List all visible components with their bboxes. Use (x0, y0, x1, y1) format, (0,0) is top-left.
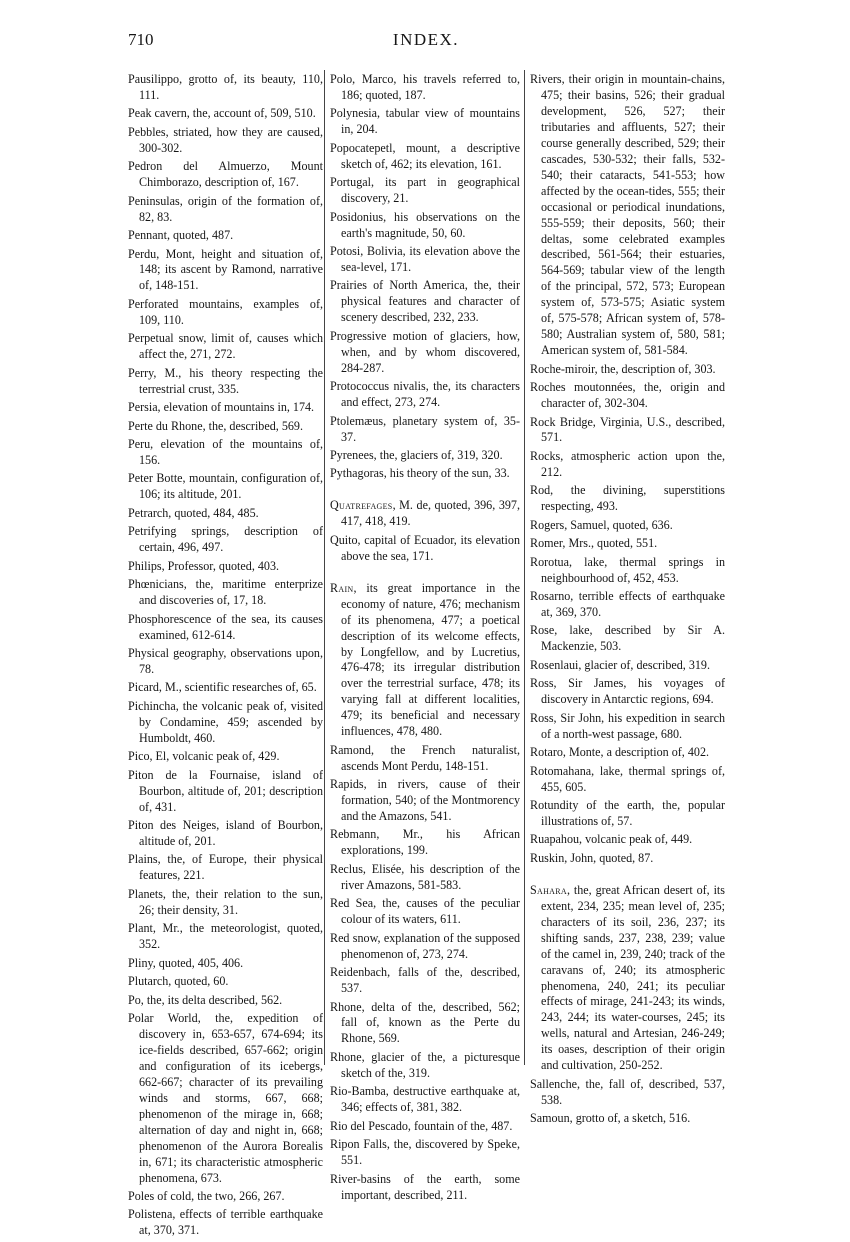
index-entry-text: Roches moutonnées, the, origin and character of, 302-304. (530, 380, 725, 411)
index-entry (128, 419, 323, 435)
index-entry (330, 498, 520, 530)
index-entry-text: Pichincha, the volcanic peak of, visited by Condamine, 459; ascended by Humboldt, 460. (128, 698, 323, 745)
index-entry (128, 159, 323, 191)
index-entry-text: Piton des Neiges, island of Bourbon, altitude of, 201. (128, 817, 323, 848)
index-entry (128, 366, 323, 398)
index-entry (530, 72, 725, 359)
index-entry (330, 896, 520, 928)
index-entry (128, 749, 323, 765)
index-entry-text: Rosenlaui, glacier of, described, 319. (530, 657, 711, 672)
index-entry (530, 1111, 725, 1127)
index-entry-text: Plains, the, of Europe, their physical features, 221. (128, 852, 323, 883)
index-columns (0, 72, 850, 1238)
index-entry (530, 764, 725, 796)
index-entry (530, 851, 725, 867)
index-entry-text: Protococcus nivalis, the, its characters and effect, 273, 274. (330, 379, 520, 410)
index-column-2 (330, 72, 520, 1206)
index-entry (330, 1000, 520, 1048)
index-entry (330, 1119, 520, 1135)
index-entry (330, 1050, 520, 1082)
running-title: INDEX. (392, 30, 460, 49)
index-entry (330, 581, 520, 741)
index-entry (330, 466, 520, 482)
index-entry (128, 1011, 323, 1186)
index-entry (128, 106, 323, 122)
index-entry-text: Popocatepetl, mount, a descriptive sketch of, 462; its elevation, 161. (330, 140, 520, 171)
index-entry (330, 777, 520, 825)
index-entry (330, 175, 520, 207)
index-entry (128, 1189, 323, 1205)
index-entry-text: Philips, Professor, quoted, 403. (128, 558, 280, 573)
index-entry (330, 72, 520, 104)
index-entry (330, 931, 520, 963)
index-entry-text: Rotundity of the earth, the, popular illustrations of, 57. (530, 797, 725, 828)
index-entry (128, 612, 323, 644)
index-entry-text: Pausilippo, grotto of, its beauty, 110, 111. (128, 72, 323, 102)
index-entry-text: Ross, Sir James, his voyages of discovery in Antarctic regions, 694. (530, 676, 725, 707)
index-entry (128, 577, 323, 609)
index-entry (128, 331, 323, 363)
index-entry-text: Rivers, their origin in mountain-chains, 475; their basins, 526; their gradual development, 526, 527; their tributaries and affluents, 527; their course generally described, 529; their cascades, 530-532; their falls, 532-540; their cataracts, 541-553; how affected by the ocean-tides, 555; their occasional or periodical inundations, 555-559; their deposits, 560; their deltas, some celebrated examples described, 561-564; their estuaries, 564-569; tabular view of the length of the principal, 572, 573; European system of, 573-575; Asiatic system of, 575-578; African system of, 578-580; Australian system of, 580, 581; American system of, 581-584. (530, 72, 725, 358)
index-entry-text: Roche-miroir, the, description of, 303. (530, 361, 716, 376)
index-entry-text: Reidenbach, falls of the, described, 537. (330, 965, 520, 996)
index-entry (128, 768, 323, 816)
index-entry-text: Persia, elevation of mountains in, 174. (128, 400, 315, 415)
index-entry (530, 883, 725, 1074)
index-entry (128, 72, 323, 104)
index-entry (128, 559, 323, 575)
index-entry-text: Rio del Pescado, fountain of the, 487. (330, 1118, 513, 1133)
index-entry-text: Phosphorescence of the sea, its causes examined, 612-614. (128, 611, 323, 642)
index-entry-text: Rorotua, lake, thermal springs in neighbourhood of, 452, 453. (530, 554, 725, 585)
index-entry-text: Progressive motion of glaciers, how, when, and by whom discovered, 284-287. (330, 328, 520, 375)
index-entry-text: Ruapahou, volcanic peak of, 449. (530, 832, 693, 847)
index-entry-text: Pedron del Almuerzo, Mount Chimborazo, description of, 167. (128, 159, 323, 190)
index-entry-text: Pebbles, striated, how they are caused, 300-302. (128, 124, 323, 155)
index-entry-text: Physical geography, observations upon, 78. (128, 645, 323, 676)
index-entry (530, 483, 725, 515)
index-entry-text: Romer, Mrs., quoted, 551. (530, 536, 658, 551)
index-entry (330, 329, 520, 377)
index-entry (330, 106, 520, 138)
index-entry (330, 141, 520, 173)
index-entry (330, 414, 520, 446)
index-entry (330, 743, 520, 775)
index-entry-text: Polistena, effects of terrible earthquake at, 370, 371. (128, 1207, 323, 1238)
index-entry-text: Pliny, quoted, 405, 406. (128, 955, 244, 970)
index-entry-text: Rotaro, Monte, a description of, 402. (530, 745, 710, 760)
index-entry (530, 745, 725, 761)
index-entry-text: Ripon Falls, the, discovered by Speke, 551. (330, 1137, 520, 1168)
index-entry (530, 518, 725, 534)
index-entry-text: Perpetual snow, limit of, causes which affect the, 271, 272. (128, 331, 323, 362)
index-entry-text: Prairies of North America, the, their physical features and character of scenery described, 232, 233. (330, 278, 520, 325)
index-entry-text: Quito, capital of Ecuador, its elevation above the sea, 171. (330, 532, 520, 563)
index-entry-text: Peter Botte, mountain, configuration of, 106; its altitude, 201. (128, 471, 323, 502)
index-entry-text: Rapids, in rivers, cause of their formation, 540; of the Montmorency and the Amazons, 541. (330, 777, 520, 824)
index-entry-text: Poles of cold, the two, 266, 267. (128, 1188, 285, 1203)
index-entry (128, 1207, 323, 1239)
index-entry (128, 400, 323, 416)
index-entry-text: Plutarch, quoted, 60. (128, 974, 229, 989)
index-entry (330, 448, 520, 464)
index-entry (128, 993, 323, 1009)
index-entry (330, 210, 520, 242)
index-entry-text: Plant, Mr., the meteorologist, quoted, 352. (128, 921, 323, 952)
index-entry (128, 247, 323, 295)
index-entry-text: Pico, El, volcanic peak of, 429. (128, 749, 280, 764)
index-entry (530, 362, 725, 378)
index-entry (128, 974, 323, 990)
index-entry (530, 555, 725, 587)
index-entry-text: , M. de, quoted, 396, 397, 417, 418, 419. (341, 498, 520, 529)
index-entry (330, 827, 520, 859)
index-entry-text: Pyrenees, the, glaciers of, 319, 320. (330, 447, 503, 462)
index-entry (330, 965, 520, 997)
index-entry (530, 380, 725, 412)
index-entry-text: Piton de la Fournaise, island of Bourbon, altitude of, 201; description of, 431. (128, 767, 323, 814)
index-entry-text: Rocks, atmospheric action upon the, 212. (530, 448, 725, 479)
index-entry (128, 228, 323, 244)
index-entry-text: Ramond, the French naturalist, ascends Mont Perdu, 148-151. (330, 742, 520, 773)
index-entry-text: Red snow, explanation of the supposed phenomenon of, 273, 274. (330, 930, 520, 961)
index-entry (128, 471, 323, 503)
index-entry (330, 1084, 520, 1116)
index-entry-lead: Rain (330, 580, 354, 595)
index-entry-text: Rosarno, terrible effects of earthquake at, 369, 370. (530, 589, 725, 619)
index-entry-text: Rotomahana, lake, thermal springs of, 455, 605. (530, 763, 725, 794)
index-entry (128, 297, 323, 329)
index-entry (530, 676, 725, 708)
index-entry (530, 536, 725, 552)
index-entry-text: , the, great African desert of, its extent, 234, 235; mean level of, 235; characters of its soil, 236, 237; its shifting sands, 237, 238, 239; value of the camel in, 239, 240; track of the caravans of, 240; its atmospheric phenomena, 240, 241; its peculiar effects of mirage, 241-243; its winds, 243, 244; its water-courses, 245; its wells, natural and Artesian, 246-249; its oases, description of their origin and cultivation, 250-252. (541, 882, 725, 1073)
index-entry-text: Rogers, Samuel, quoted, 636. (530, 517, 673, 532)
index-entry-text: Perforated mountains, examples of, 109, 110. (128, 296, 323, 327)
index-entry-text: Samoun, grotto of, a sketch, 516. (530, 1111, 691, 1126)
index-entry-text: Petrifying springs, description of certain, 496, 497. (128, 524, 323, 555)
index-entry (128, 194, 323, 226)
index-entry-text: Ruskin, John, quoted, 87. (530, 850, 654, 865)
index-entry (128, 646, 323, 678)
index-entry (330, 862, 520, 894)
index-entry-text: Polynesia, tabular view of mountains in, 204. (330, 106, 520, 137)
index-entry-text: Petrarch, quoted, 484, 485. (128, 505, 259, 520)
page-header (128, 30, 724, 54)
index-entry (530, 711, 725, 743)
index-entry-text: Peak cavern, the, account of, 509, 510. (128, 106, 316, 121)
index-entry-text: Perry, M., his theory respecting the terrestrial crust, 335. (128, 365, 323, 396)
index-entry (530, 832, 725, 848)
index-entry (128, 680, 323, 696)
index-entry-text: Rhone, glacier of the, a picturesque sketch of the, 319. (330, 1049, 520, 1080)
index-entry-text: Rebmann, Mr., his African explorations, 199. (330, 827, 520, 858)
index-entry (128, 921, 323, 953)
index-entry (530, 623, 725, 655)
index-entry (330, 278, 520, 326)
index-entry (330, 1172, 520, 1204)
index-entry-lead: Quatrefages (330, 498, 393, 513)
index-entry (530, 798, 725, 830)
index-entry (128, 506, 323, 522)
index-entry (330, 244, 520, 276)
index-entry-text: Ptolemæus, planetary system of, 35-37. (330, 413, 520, 444)
index-entry-text: Polo, Marco, his travels referred to, 186; quoted, 187. (330, 72, 520, 102)
index-entry (128, 818, 323, 850)
index-entry-text: Portugal, its part in geographical discovery, 21. (330, 175, 520, 206)
index-entry (330, 379, 520, 411)
index-entry-text: , its great importance in the economy of nature, 476; mechanism of its phenomena, 477; a poetical description of its welcome effects, by Longfellow, and by Lucretius, 476-478; its irregular distribution over the terrestrial surface, 478; its varying fall at different localities, 479; its beneficial and necessary influences, 478, 480. (341, 580, 520, 739)
index-entry (128, 524, 323, 556)
index-entry (530, 449, 725, 481)
index-entry-text: Pythagoras, his theory of the sun, 33. (330, 466, 510, 481)
index-entry (530, 415, 725, 447)
index-entry-text: Peninsulas, origin of the formation of, 82, 83. (128, 193, 323, 224)
index-entry (128, 699, 323, 747)
index-entry (330, 533, 520, 565)
index-entry (128, 852, 323, 884)
index-entry-text: Perte du Rhone, the, described, 569. (128, 418, 303, 433)
index-entry-text: Rock Bridge, Virginia, U.S., described, 571. (530, 414, 725, 445)
index-entry-text: Picard, M., scientific researches of, 65. (128, 680, 317, 695)
index-entry (530, 658, 725, 674)
index-entry (530, 1077, 725, 1109)
index-entry-text: River-basins of the earth, some important, described, 211. (330, 1171, 520, 1202)
index-entry-lead: Sahara (530, 882, 567, 897)
index-entry-text: Pennant, quoted, 487. (128, 228, 234, 243)
index-entry-text: Phœnicians, the, maritime enterprize and discoveries of, 17, 18. (128, 577, 323, 608)
index-entry-text: Po, the, its delta described, 562. (128, 992, 283, 1007)
index-entry-text: Perdu, Mont, height and situation of, 148; its ascent by Ramond, narrative of, 148-151. (128, 246, 323, 293)
index-entry-text: Rio-Bamba, destructive earthquake at, 346; effects of, 381, 382. (330, 1084, 520, 1115)
index-entry-text: Peru, elevation of the mountains of, 156. (128, 437, 323, 467)
index-entry-text: Polar World, the, expedition of discovery in, 653-657, 674-694; its ice-fields described, 657-662; origin and configuration of its icebergs, 662-667; character of its prevailing winds and storms, 667, 668; phenomenon of the mirage in, 668; alternation of day and night in, 668; phenomenon of the Aurora Borealis in, 671; its characteristic atmospheric phenomena, 673. (128, 1010, 323, 1185)
index-entry (128, 437, 323, 469)
index-entry (128, 125, 323, 157)
index-entry-text: Planets, the, their relation to the sun, 26; their density, 31. (128, 886, 323, 917)
index-entry-text: Red Sea, the, causes of the peculiar colour of its waters, 611. (330, 896, 520, 927)
page-number: 710 (128, 30, 154, 49)
index-entry-text: Potosi, Bolivia, its elevation above the sea-level, 171. (330, 244, 520, 274)
index-entry (128, 887, 323, 919)
index-column-3 (530, 72, 725, 1130)
index-entry-text: Sallenche, the, fall of, described, 537, 538. (530, 1076, 725, 1107)
index-entry-text: Rose, lake, described by Sir A. Mackenzie, 503. (530, 623, 725, 654)
index-entry-text: Posidonius, his observations on the earth's magnitude, 50, 60. (330, 209, 520, 240)
index-entry-text: Rhone, delta of the, described, 562; fall of, known as the Perte du Rhone, 569. (330, 999, 520, 1046)
index-column-1 (128, 72, 323, 1242)
index-entry-text: Reclus, Elisée, his description of the river Amazons, 581-583. (330, 861, 520, 892)
index-entry-text: Rod, the divining, superstitions respecting, 493. (530, 483, 725, 514)
index-entry-text: Ross, Sir John, his expedition in search of a north-west passage, 680. (530, 710, 725, 741)
index-entry (128, 956, 323, 972)
index-entry (530, 589, 725, 621)
index-entry (330, 1137, 520, 1169)
